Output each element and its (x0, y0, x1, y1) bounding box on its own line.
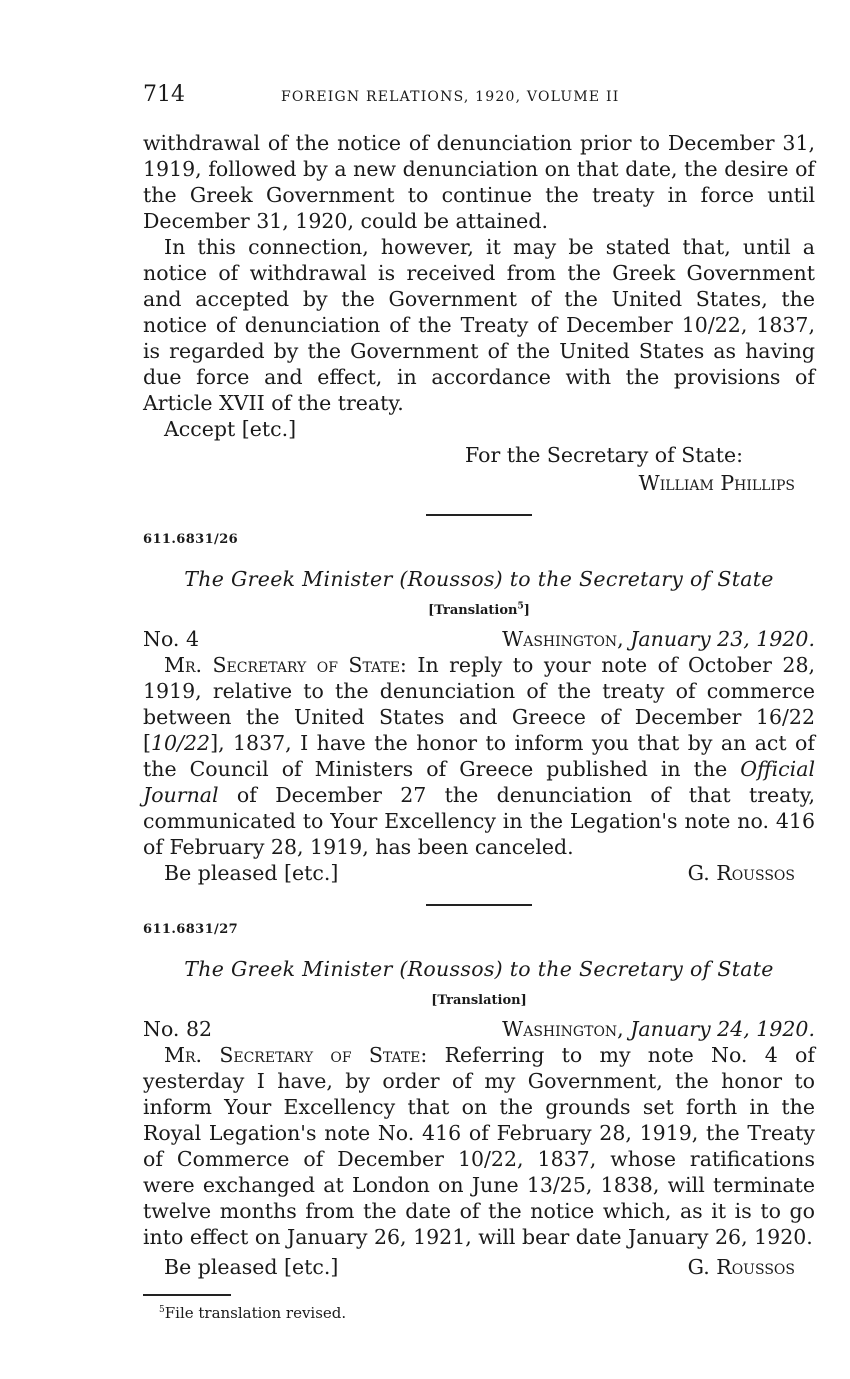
body-text-2: ], 1837, I have the honor to inform you that by an act of the Council of Ministers of Greece published in the (143, 731, 815, 781)
document-page (143, 82, 815, 1322)
place-date (502, 626, 815, 652)
salutation: Mr. Secretary of State: (164, 653, 407, 677)
body-text: Referring to my note No. 4 of yesterday I have, by order of my Government, the honor to inform Your Excellency that on the grounds set forth in the Royal Legation's note No. 416 of February 28, 1919, the Treaty of Commerce of December 10/22, 1837, whose ratifications were exchanged at London on June 13/25, 1838, will terminate twelve months from the date of the notice which, as it is to go into effect on January 26, 1921, will bear date January 26, 1920. (143, 1043, 815, 1249)
body-bracket: 10/22 (151, 731, 211, 755)
document-subtitle (143, 603, 815, 618)
file-number: 611.6831/26 (143, 532, 239, 547)
footnote (143, 1304, 815, 1322)
running-title: FOREIGN RELATIONS, 1920, VOLUME II (281, 89, 620, 105)
body-paragraph (143, 1042, 815, 1250)
signer: G. Roussos (687, 1255, 795, 1279)
document-title: The Greek Minister (Roussos) to the Secretary of State (184, 957, 774, 981)
page-header (143, 82, 815, 116)
file-number: 611.6831/27 (143, 922, 239, 937)
closing-line (143, 860, 815, 886)
signature-name: William Phillips (638, 471, 795, 495)
body-text-3: of December 27 the denunciation of that treaty, communicated to Your Excellency in the Legation's note no. 416 of February 28, 1919, has been canceled. (143, 783, 815, 859)
body-paragraph (143, 652, 815, 860)
body-text-1: In reply to your note of October 28, 1919, relative to the denunciation of the treaty of commerce between the United States and Greece of December 16/22 [ (143, 653, 815, 755)
subtitle-close: ] (523, 603, 530, 618)
intro-closing: Accept [etc.] (164, 417, 297, 441)
closing: Be pleased [etc.] (164, 861, 339, 885)
intro-paragraph-1: withdrawal of the notice of denunciation prior to December 31, 1919, followed by a new denunciation on that date, the desire of the Greek Government to continue the treaty in force until December 31, 1920, could be attained. (143, 131, 815, 233)
section-divider (426, 904, 532, 906)
closing: Be pleased [etc.] (164, 1255, 339, 1279)
note-number: No. 82 (143, 1017, 213, 1041)
dateline (143, 1016, 815, 1042)
date: January 24, 1920. (630, 1017, 815, 1041)
footnote-text: File translation revised. (164, 1303, 347, 1322)
footnote-reference: 5 (517, 601, 524, 612)
footnote-marker: 5 (159, 1304, 165, 1315)
subtitle-text: [Translation (428, 603, 518, 618)
dateline (143, 626, 815, 652)
place-date (502, 1016, 815, 1042)
note-number: No. 4 (143, 627, 199, 651)
signer: G. Roussos (687, 861, 795, 885)
page-number: 714 (143, 82, 185, 107)
place: Washington, (502, 1017, 624, 1041)
journal-name: Official Journal (143, 757, 815, 807)
place: Washington, (502, 627, 624, 651)
document-subtitle: [Translation] (431, 993, 527, 1008)
signature-line: For the Secretary of State: (465, 443, 744, 467)
salutation: Mr. Secretary of State: (164, 1043, 428, 1067)
intro-paragraph-2: In this connection, however, it may be stated that, until a notice of withdrawal is received from the Greek Government and accepted by the Government of the United States, the notice of denunciation of the Treaty of December 10/22, 1837, is regarded by the Government of the United States as having due force and effect, in accordance with the provisions of Article XVII of the treaty. (143, 235, 815, 415)
section-divider (426, 514, 532, 516)
closing-line (143, 1254, 815, 1280)
footnote-divider (143, 1294, 231, 1296)
document-title: The Greek Minister (Roussos) to the Secretary of State (184, 567, 774, 591)
date: January 23, 1920. (630, 627, 815, 651)
